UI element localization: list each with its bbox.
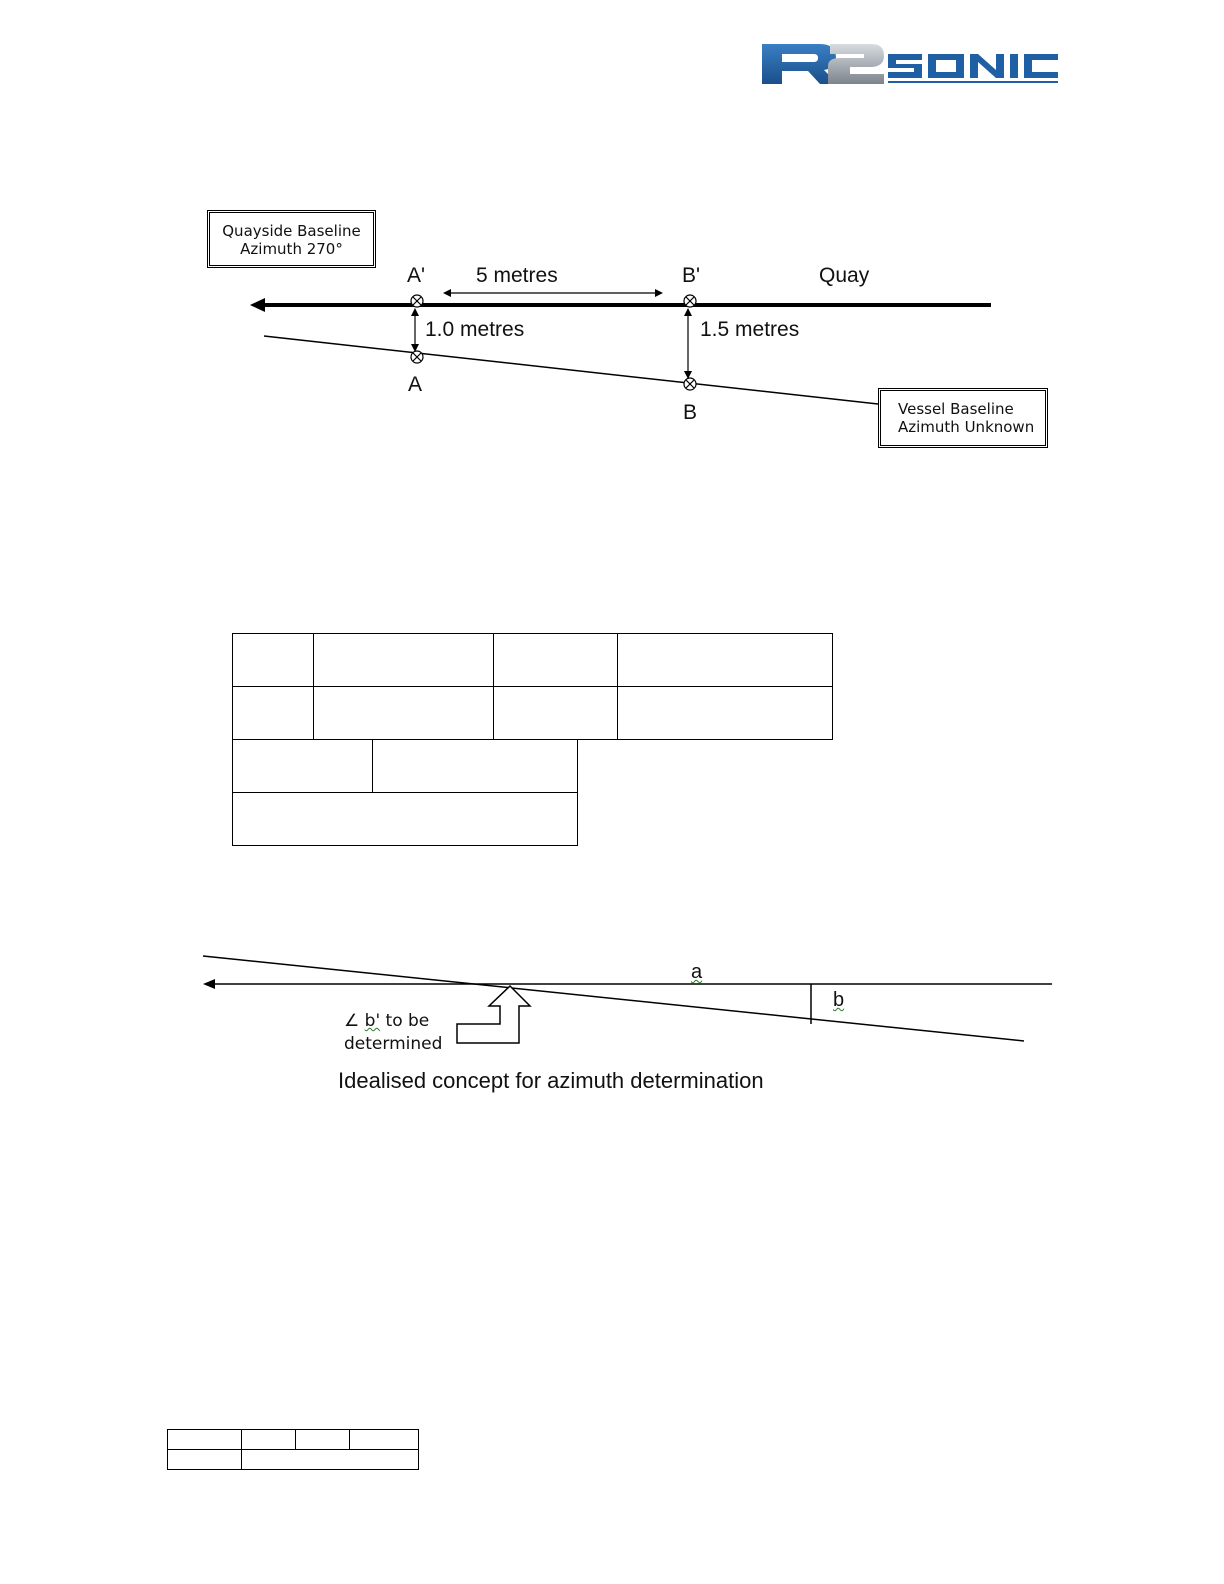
table-cell xyxy=(373,740,578,793)
table-cell xyxy=(233,740,373,793)
table-cell xyxy=(314,634,494,687)
quay-arrowhead xyxy=(250,298,265,312)
empty-table-top xyxy=(232,633,833,740)
table-cell xyxy=(233,687,314,740)
vessel-baseline-box xyxy=(878,388,1048,448)
label-one-five-metres: 1.5 metres xyxy=(700,318,800,341)
vessel-line xyxy=(203,956,1024,1041)
point-b-prime-marker xyxy=(684,295,696,307)
quayside-baseline-box xyxy=(207,210,376,268)
table-cell xyxy=(168,1430,242,1450)
point-a-marker xyxy=(411,351,423,363)
vessel-box-line2: Azimuth Unknown xyxy=(898,418,1035,436)
label-b: B xyxy=(683,401,698,424)
quay-baseline-diagram xyxy=(0,0,1224,470)
label-a-prime: A' xyxy=(407,264,426,287)
figure-caption: Idealised concept for azimuth determination xyxy=(338,1068,764,1093)
angle-to-be: to be xyxy=(380,1011,430,1031)
point-a-prime-marker xyxy=(411,295,423,307)
label-side-a: a xyxy=(691,961,703,983)
table-cell xyxy=(494,687,618,740)
angle-annotation xyxy=(344,1010,442,1056)
angle-b-label: b' xyxy=(364,1011,381,1031)
label-side-b: b xyxy=(833,989,845,1011)
table-cell xyxy=(494,634,618,687)
quayside-box-line1: Quayside Baseline xyxy=(222,222,361,240)
label-five-metres: 5 metres xyxy=(476,264,558,287)
reference-arrowhead xyxy=(203,979,215,989)
vessel-baseline-line xyxy=(264,336,878,404)
label-one-metre: 1.0 metres xyxy=(425,318,525,341)
angle-annotation-line1 xyxy=(344,1010,442,1033)
point-b-marker xyxy=(684,378,696,390)
footer-table xyxy=(167,1429,419,1470)
vessel-box-line1: Vessel Baseline xyxy=(898,400,1014,418)
pointer-arrow-icon xyxy=(457,986,530,1043)
table-cell xyxy=(242,1430,296,1450)
table-cell xyxy=(296,1430,350,1450)
table-cell xyxy=(314,687,494,740)
table-cell xyxy=(233,793,578,846)
table-cell xyxy=(618,634,833,687)
angle-symbol-icon: ∠ xyxy=(344,1011,360,1031)
empty-table-middle xyxy=(232,739,578,846)
table-cell xyxy=(168,1450,242,1470)
label-a: A xyxy=(408,373,423,396)
table-cell xyxy=(242,1450,419,1470)
label-quay: Quay xyxy=(819,264,870,287)
table-cell xyxy=(233,634,314,687)
label-b-prime: B' xyxy=(682,264,701,287)
table-cell xyxy=(618,687,833,740)
quayside-box-line2: Azimuth 270° xyxy=(240,240,343,258)
table-cell xyxy=(350,1430,419,1450)
angle-annotation-line2: determined xyxy=(344,1034,443,1054)
